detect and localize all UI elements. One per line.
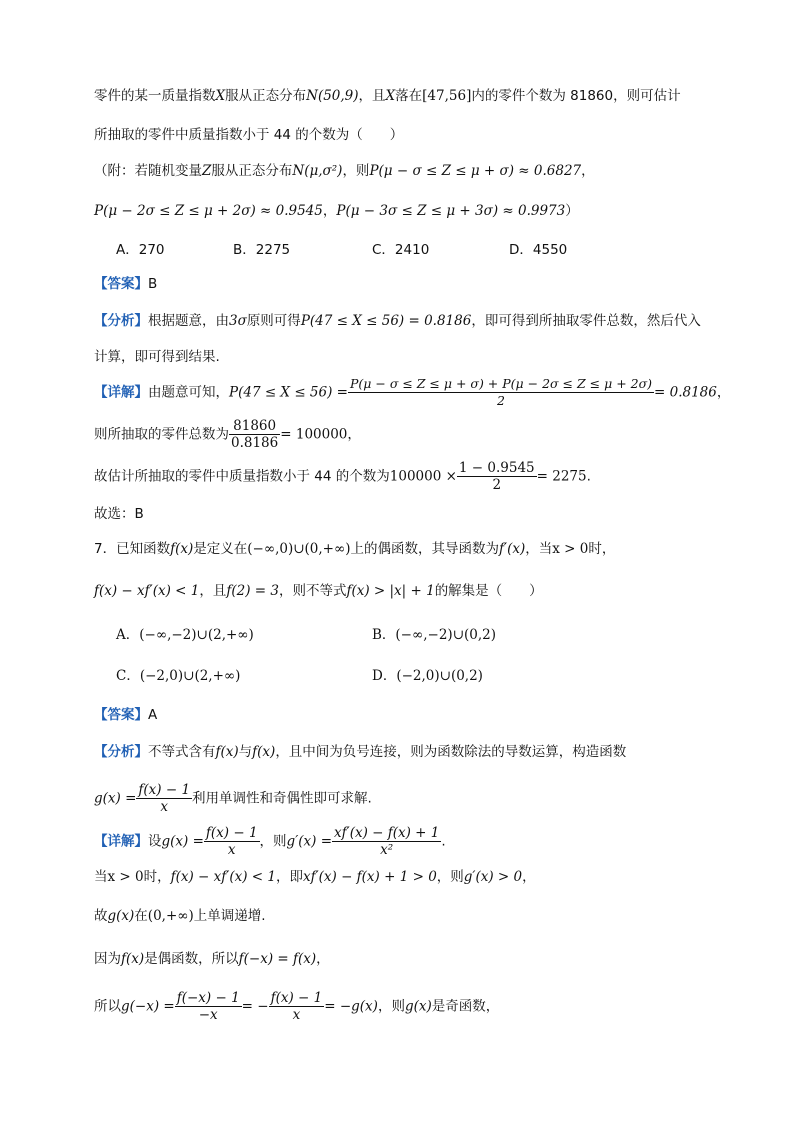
q7-option-b (372, 624, 496, 646)
q7-text: ，则不等式 (278, 583, 347, 599)
fraction (175, 990, 242, 1023)
detail-text: ， (316, 951, 330, 967)
q7-text: ，当 (525, 541, 553, 557)
math-gx: g(−x) = (121, 998, 175, 1015)
detail-text: ， (347, 426, 361, 443)
q6-detail-line1 (94, 376, 730, 409)
fraction-denominator: x (292, 1007, 301, 1023)
math-domain: (−∞,0)∪(0,+∞) (247, 541, 351, 557)
q6-text: ， (581, 163, 595, 179)
detail-text: ，则 (377, 998, 405, 1015)
detail-text: . (441, 833, 446, 850)
detail-text: 上单调递增. (193, 908, 266, 924)
q7-option-c (116, 665, 240, 687)
q7-text: 上的偶函数，其导函数为 (350, 541, 500, 557)
fraction-numerator: 81860 (229, 418, 280, 435)
math-operator: = − (241, 998, 269, 1015)
fraction (348, 376, 654, 409)
detail-text: 时， (143, 869, 171, 885)
detail-text: ， (522, 869, 536, 885)
fraction-denominator: 2 (492, 477, 502, 493)
fraction-denominator: 2 (497, 393, 505, 408)
analysis-tag: 【分析】 (94, 313, 148, 329)
q7-text: 的解集是（ ） (434, 583, 543, 599)
math-inequality: f(x) > |x| + 1 (346, 583, 435, 599)
math-value: = 0.8186 (654, 384, 717, 401)
math-var: Z (202, 163, 212, 179)
option-label: D．(−2,0)∪(0,2) (372, 668, 483, 684)
detail-text: 是偶函数，所以 (144, 951, 239, 967)
math-gx: g(x) (404, 998, 432, 1015)
q6-text: 内的零件个数为 81860，则可估计 (471, 88, 681, 104)
fraction-denominator: x (227, 842, 236, 858)
q6-note-line2 (94, 200, 579, 222)
q6-analysis-line1 (94, 310, 701, 332)
q7-stem-line2 (94, 580, 543, 602)
q6-option-b (233, 239, 290, 261)
math-fx: f(x) (121, 951, 145, 967)
math-derivative: f′(x) (499, 541, 526, 557)
option-label: C．2410 (372, 242, 430, 258)
q7-detail-line2 (94, 866, 536, 888)
detail-text: 是奇函数， (431, 998, 500, 1015)
math-equation: = −g(x) (324, 998, 378, 1015)
analysis-text: 计算，即可得到结果. (94, 349, 220, 365)
math-value: 100000 × (389, 468, 457, 485)
q7-detail-line3 (94, 905, 266, 927)
detail-text: ，则 (436, 869, 464, 885)
math-normal: N(μ,σ²) (292, 163, 343, 179)
math-fx: f(x) (170, 541, 194, 557)
math-prob: P(μ − 3σ ≤ Z ≤ μ + 3σ) ≈ 0.9973 (336, 203, 566, 219)
q6-stem-line1 (94, 85, 681, 107)
math-gx: g(x) = (161, 833, 204, 850)
answer-tag: 【答案】 (94, 707, 148, 723)
option-label: B．2275 (233, 242, 291, 258)
q7-detail-line1 (94, 825, 446, 858)
math-gprime: g′(x) = (286, 833, 333, 850)
q6-text: 所抽取的零件中质量指数小于 44 的个数为（ ） (94, 127, 404, 143)
math-prob: P(47 ≤ X ≤ 56) = 0.8186 (300, 313, 472, 329)
analysis-text: 不等式含有 (148, 744, 216, 760)
q6-text: （附：若随机变量 (94, 163, 202, 179)
fraction-denominator: x² (380, 842, 394, 858)
detail-text: ，则 (259, 833, 287, 850)
choose-text: 故选：B (94, 506, 144, 522)
fraction-denominator: x (160, 799, 169, 815)
math-prob: P(μ − σ ≤ Z ≤ μ + σ) ≈ 0.6827 (369, 163, 582, 179)
detail-text: 在 (134, 908, 148, 924)
fraction-numerator: f(x) − 1 (205, 825, 258, 841)
q6-note-line1 (94, 160, 595, 182)
q6-text: ，则 (342, 163, 370, 179)
fraction-denominator: 0.8186 (231, 435, 279, 451)
answer-value: B (148, 276, 158, 292)
option-label: A．(−∞,−2)∪(2,+∞) (116, 627, 254, 643)
detail-text: 当 (94, 869, 108, 885)
analysis-tag: 【分析】 (94, 744, 148, 760)
fraction-numerator: f(−x) − 1 (176, 990, 240, 1006)
option-label: D．4550 (509, 242, 568, 258)
math-inequality: f(x) − xf′(x) < 1 (170, 869, 276, 885)
q7-text: 是定义在 (193, 541, 248, 557)
analysis-text: ，且中间为负号连接，则为函数除法的导数运算，构造函数 (275, 744, 627, 760)
math-condition: x > 0 (552, 541, 589, 557)
q7-detail-line4 (94, 948, 330, 970)
math-normal: N(50,9) (306, 88, 359, 104)
answer-value: A (148, 707, 158, 723)
math-value: = 2275 (536, 468, 587, 485)
detail-tag: 【详解】 (94, 833, 148, 850)
math-var: X (385, 88, 396, 104)
detail-text: 故 (94, 908, 108, 924)
detail-text: 由题意可知， (148, 384, 229, 401)
math-value: f(2) = 3 (226, 583, 279, 599)
q6-option-c (372, 239, 429, 261)
fraction-numerator: P(μ − σ ≤ Z ≤ μ + σ) + P(μ − 2σ ≤ Z ≤ μ + 2σ) (349, 376, 652, 391)
q7-detail-line5 (94, 990, 499, 1023)
q6-analysis-line2 (94, 346, 220, 368)
q7-analysis-line1 (94, 741, 626, 763)
detail-text: 因为 (94, 951, 121, 967)
detail-text: . (586, 468, 591, 485)
math-sigma: 3σ (229, 313, 247, 329)
fraction (229, 418, 280, 451)
detail-text: 故估计所抽取的零件中质量指数小于 44 的个数为 (94, 468, 390, 485)
fraction-numerator: 1 − 0.9545 (458, 460, 535, 476)
q6-detail-line3 (94, 460, 591, 493)
math-inequality: f(x) − xf′(x) < 1 (94, 583, 200, 599)
fraction-numerator: f(x) − 1 (138, 782, 191, 798)
analysis-text: 与 (238, 744, 253, 760)
q6-option-d (509, 239, 567, 261)
fraction (332, 825, 441, 858)
fraction-numerator: f(x) − 1 (270, 990, 323, 1006)
q6-option-a (116, 239, 165, 261)
detail-text: 则所抽取的零件总数为 (94, 426, 229, 443)
math-inequality: xf′(x) − f(x) + 1 > 0 (302, 869, 437, 885)
q6-choose (94, 503, 144, 525)
option-label: A．270 (116, 242, 165, 258)
math-value: = 100000 (280, 426, 348, 443)
detail-text: ， (716, 384, 731, 401)
q6-text: 服从正态分布 (225, 88, 307, 104)
q6-detail-line2 (94, 418, 361, 451)
analysis-text: 利用单调性和奇偶性即可求解. (192, 790, 372, 807)
q7-text: 7．已知函数 (94, 541, 171, 557)
q7-option-a (116, 624, 254, 646)
math-fx: f(x) (215, 744, 239, 760)
math-gx: g(x) = (94, 790, 137, 807)
math-prob: P(μ − 2σ ≤ Z ≤ μ + 2σ) ≈ 0.9545 (94, 203, 323, 219)
math-interval: (0,+∞) (147, 908, 194, 924)
math-interval: [47,56] (422, 88, 472, 104)
fraction-numerator: xf′(x) − f(x) + 1 (334, 825, 440, 841)
q6-text: ，且 (358, 88, 386, 104)
math-condition: x > 0 (107, 869, 144, 885)
math-equation: f(−x) = f(x) (238, 951, 317, 967)
q7-stem-line1 (94, 538, 615, 560)
q6-text: 零件的某一质量指数 (94, 88, 216, 104)
analysis-text: 根据题意，由 (148, 313, 229, 329)
detail-text: 所以 (94, 998, 121, 1015)
q6-text: ， (322, 203, 337, 219)
fraction-denominator: −x (198, 1007, 218, 1023)
q6-stem-line2 (94, 124, 403, 146)
q7-text: 时， (588, 541, 616, 557)
q7-analysis-line2 (94, 782, 372, 815)
q7-option-d (372, 665, 483, 687)
q7-text: ，且 (199, 583, 227, 599)
q6-text: ） (565, 203, 579, 219)
option-label: C．(−2,0)∪(2,+∞) (116, 668, 241, 684)
detail-text: ，即 (275, 869, 303, 885)
option-label: B．(−∞,−2)∪(0,2) (372, 627, 497, 643)
q6-text: 落在 (395, 88, 423, 104)
math-prob: P(47 ≤ X ≤ 56) = (229, 384, 348, 401)
fraction (457, 460, 537, 493)
math-gx: g(x) (107, 908, 135, 924)
q6-answer (94, 273, 157, 295)
analysis-text: ，即可得到所抽取零件总数，然后代入 (471, 313, 701, 329)
fraction (204, 825, 260, 858)
fraction (136, 782, 192, 815)
detail-tag: 【详解】 (94, 384, 148, 401)
q7-answer (94, 704, 157, 726)
answer-tag: 【答案】 (94, 276, 148, 292)
fraction (269, 990, 325, 1023)
q6-text: 服从正态分布 (211, 163, 293, 179)
detail-text: 设 (148, 833, 162, 850)
math-inequality: g′(x) > 0 (463, 869, 523, 885)
math-fx: f(x) (252, 744, 276, 760)
analysis-text: 原则可得 (246, 313, 301, 329)
math-var: X (215, 88, 226, 104)
